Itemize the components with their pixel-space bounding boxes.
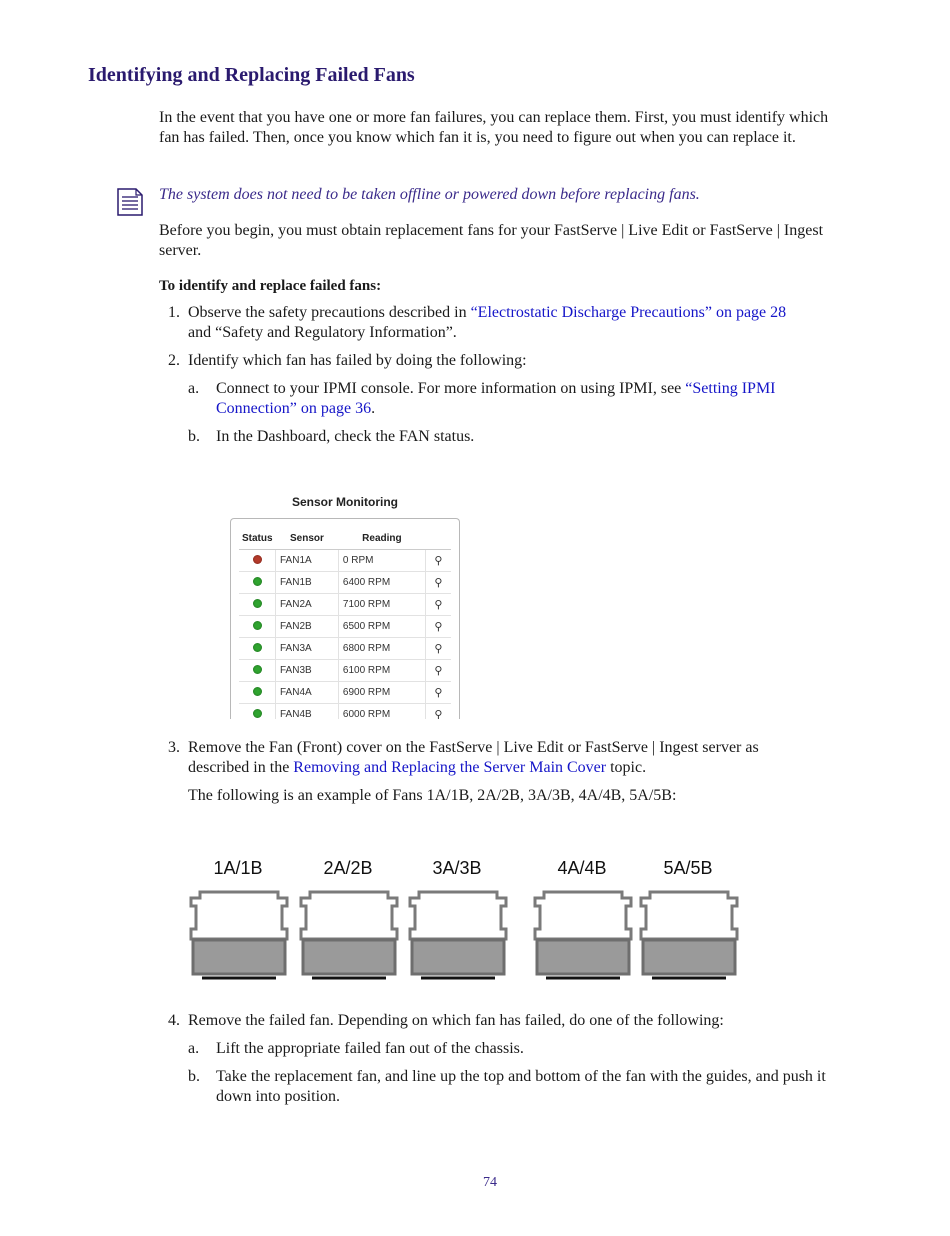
detail-column-header (425, 527, 451, 550)
step-4a-text: Lift the appropriate failed fan out of the chassis. (216, 1040, 524, 1057)
sensor-name-cell: FAN3A (276, 638, 339, 660)
detail-cell (425, 638, 451, 660)
note-text: The system does not need to be taken offline or powered down before replacing fans. (159, 186, 700, 203)
status-cell (239, 594, 276, 616)
status-cell (239, 572, 276, 594)
sensor-name-cell: FAN4B (276, 704, 339, 720)
step-3-post: topic. (606, 759, 647, 776)
step-1-post: and “Safety and Regulatory Information”. (188, 324, 457, 341)
sensor-row (239, 550, 451, 572)
sensor-name-cell: FAN2A (276, 594, 339, 616)
status-indicator-icon (253, 599, 262, 608)
step-4b-label: b. (188, 1068, 200, 1085)
magnifier-icon[interactable]: ⚲ (434, 665, 443, 677)
sensor-name-cell: FAN1A (276, 550, 339, 572)
fans-example-text: The following is an example of Fans 1A/1B, 2A/2B, 3A/3B, 4A/4B, 5A/5B: (188, 787, 677, 804)
magnifier-icon[interactable]: ⚲ (434, 577, 443, 589)
step-1-pre: Observe the safety precautions described in (188, 304, 471, 321)
fan-label: 5A/5B (663, 858, 713, 878)
ipmi-link-part2[interactable]: Connection” on page 36 (216, 400, 372, 417)
fan-unit-icon (407, 888, 509, 983)
detail-cell (425, 616, 451, 638)
sensor-reading-cell: 6100 RPM (338, 660, 425, 682)
sensor-monitoring-title: Sensor Monitoring (292, 495, 398, 509)
main-cover-link[interactable]: Removing and Replacing the Server Main Cover (293, 759, 607, 776)
step-2a-post: . (371, 400, 376, 417)
status-indicator-icon (253, 665, 262, 674)
sensor-name-cell: FAN4A (276, 682, 339, 704)
magnifier-icon[interactable]: ⚲ (434, 687, 443, 699)
status-cell (239, 704, 276, 720)
step-2-number: 2. (168, 352, 180, 369)
magnifier-icon[interactable]: ⚲ (434, 599, 443, 611)
detail-cell (425, 550, 451, 572)
step-2a-pre: Connect to your IPMI console. For more information on using IPMI, see (216, 380, 686, 397)
status-cell (239, 616, 276, 638)
step-4a-label: a. (188, 1040, 200, 1057)
step-3-pre: Remove the Fan (Front) cover on the FastServe | Live Edit or FastServe | Ingest server as (188, 739, 759, 756)
step-3-text (188, 738, 838, 778)
step-3-number: 3. (168, 739, 180, 756)
step-2a-text (216, 379, 836, 419)
fan-label: 4A/4B (557, 858, 607, 878)
esd-precautions-link[interactable]: “Electrostatic Discharge Precautions” on page 28 (470, 304, 787, 321)
fan-unit-icon (298, 888, 400, 983)
sensor-table (239, 527, 451, 719)
before-paragraph: Before you begin, you must obtain replacement fans for your FastServe | Live Edit or FastServe | Ingest server. (159, 222, 824, 259)
status-cell (239, 682, 276, 704)
status-indicator-icon (253, 709, 262, 718)
sensor-table-header (239, 527, 451, 550)
step-2a-label: a. (188, 380, 200, 397)
step-1-text (188, 303, 838, 343)
step-2-text: Identify which fan has failed by doing the following: (188, 352, 527, 369)
reading-column-header: Reading (338, 527, 425, 550)
sensor-name-cell: FAN2B (276, 616, 339, 638)
detail-cell (425, 572, 451, 594)
status-column-header: Status (239, 527, 276, 550)
fan-label: 1A/1B (213, 858, 263, 878)
sensor-reading-cell: 6000 RPM (338, 704, 425, 720)
status-cell (239, 638, 276, 660)
intro-paragraph: In the event that you have one or more fan failures, you can replace them. First, you must identify which fan has failed. Then, once you know which fan it is, you need to figure out when you can replace it. (159, 109, 829, 146)
detail-cell (425, 660, 451, 682)
sensor-row (239, 660, 451, 682)
status-cell (239, 550, 276, 572)
fan-label: 3A/3B (432, 858, 482, 878)
sensor-reading-cell: 0 RPM (338, 550, 425, 572)
sensor-reading-cell: 6400 RPM (338, 572, 425, 594)
sensor-reading-cell: 6800 RPM (338, 638, 425, 660)
page-number: 74 (483, 1175, 497, 1190)
note-icon (115, 185, 145, 217)
sensor-row (239, 704, 451, 720)
fan-unit-icon (532, 888, 634, 983)
status-indicator-icon (253, 687, 262, 696)
fan-label: 2A/2B (323, 858, 373, 878)
status-indicator-icon (253, 577, 262, 586)
magnifier-icon[interactable]: ⚲ (434, 709, 443, 719)
fan-unit-icon (188, 888, 290, 983)
magnifier-icon[interactable]: ⚲ (434, 621, 443, 633)
status-cell (239, 660, 276, 682)
sensor-reading-cell: 6900 RPM (338, 682, 425, 704)
status-indicator-icon (253, 621, 262, 630)
sensor-row (239, 638, 451, 660)
sensor-name-cell: FAN3B (276, 660, 339, 682)
sensor-table-body (239, 550, 451, 720)
sensor-row (239, 616, 451, 638)
status-indicator-icon (253, 555, 262, 564)
sensor-row (239, 572, 451, 594)
step-2b-label: b. (188, 428, 200, 445)
sensor-row (239, 682, 451, 704)
sensor-column-header: Sensor (276, 527, 339, 550)
procedure-title: To identify and replace failed fans: (159, 278, 382, 294)
step-4-number: 4. (168, 1012, 180, 1029)
sensor-row (239, 594, 451, 616)
ipmi-link-part1[interactable]: “Setting IPMI (685, 380, 776, 397)
step-3-mid: described in the (188, 759, 294, 776)
step-2b-text: In the Dashboard, check the FAN status. (216, 428, 475, 445)
detail-cell (425, 704, 451, 720)
sensor-name-cell: FAN1B (276, 572, 339, 594)
sensor-reading-cell: 7100 RPM (338, 594, 425, 616)
magnifier-icon[interactable]: ⚲ (434, 555, 443, 567)
step-1-number: 1. (168, 304, 180, 321)
step-4-text: Remove the failed fan. Depending on which fan has failed, do one of the following: (188, 1012, 724, 1029)
sensor-reading-cell: 6500 RPM (338, 616, 425, 638)
sensor-monitoring-panel (230, 518, 460, 719)
magnifier-icon[interactable]: ⚲ (434, 643, 443, 655)
detail-cell (425, 594, 451, 616)
fan-unit-icon (638, 888, 740, 983)
section-heading: Identifying and Replacing Failed Fans (88, 64, 415, 86)
status-indicator-icon (253, 643, 262, 652)
step-4b-text: Take the replacement fan, and line up the top and bottom of the fan with the guides, and push it down into position. (216, 1068, 826, 1105)
detail-cell (425, 682, 451, 704)
